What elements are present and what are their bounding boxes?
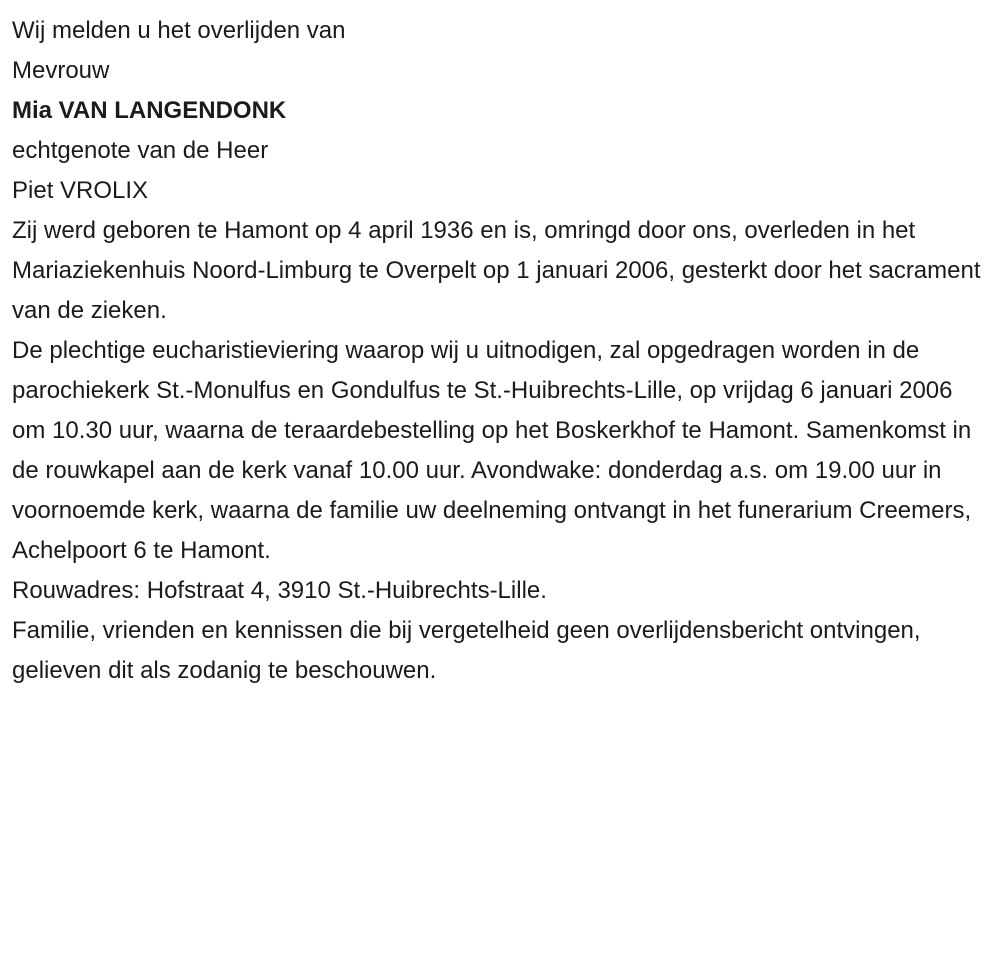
mourning-address-paragraph: Rouwadres: Hofstraat 4, 3910 St.-Huibrechts-Lille. (12, 577, 547, 604)
birth-death-paragraph: Zij werd geboren te Hamont op 4 april 1936 en is, omringd door ons, overleden in het Mariaziekenhuis Noord-Limburg te Overpelt op 1 januari 2006, gesterkt door het sacrament van de zieken. (12, 217, 981, 324)
salutation-line: Mevrouw (12, 57, 110, 84)
relation-line: echtgenote van de Heer (12, 137, 269, 164)
closing-paragraph: Familie, vrienden en kennissen die bij vergetelheid geen overlijdensbericht ontvingen, gelieven dit als zodanig te beschouwen. (12, 617, 921, 684)
ceremony-paragraph: De plechtige eucharistieviering waarop wij u uitnodigen, zal opgedragen worden in de parochiekerk St.-Monulfus en Gondulfus te St.-Huibrechts-Lille, op vrijdag 6 januari 2006 om 10.30 uur, waarna de teraardebestelling op het Boskerkhof te Hamont. Samenkomst in de rouwkapel aan de kerk vanaf 10.00 uur. Avondwake: donderdag a.s. om 19.00 uur in voornoemde kerk, waarna de familie uw deelneming ontvangt in het funerarium Creemers, Achelpoort 6 te Hamont. (12, 337, 972, 564)
deceased-name: Mia VAN LANGENDONK (12, 97, 287, 124)
spouse-name: Piet VROLIX (12, 177, 149, 204)
intro-line: Wij melden u het overlijden van (12, 17, 346, 44)
